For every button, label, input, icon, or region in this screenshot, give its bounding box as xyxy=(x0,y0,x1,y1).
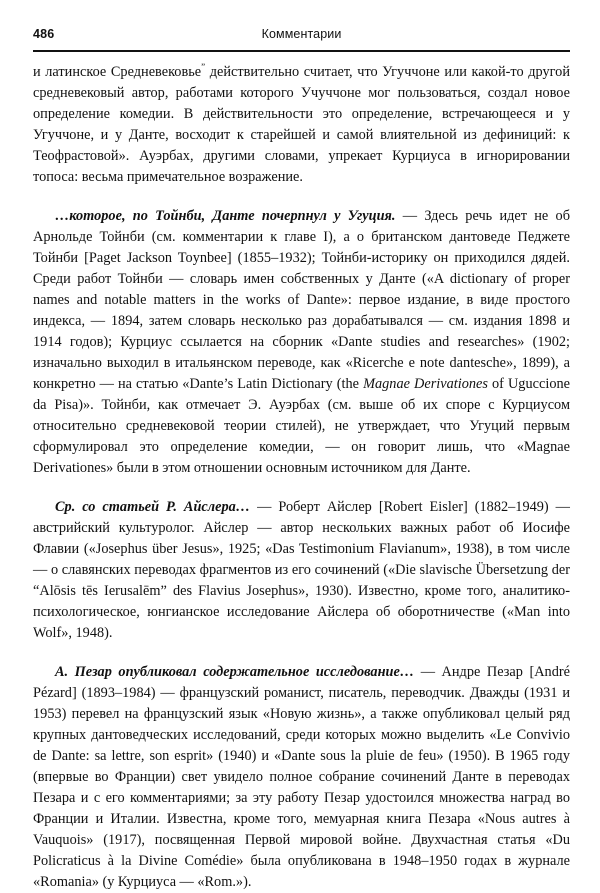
text-column xyxy=(33,62,570,893)
body-text: of Uguccione da Pisa)». Тойнби, как отмечает Э. Ауэрбах (см. выше об их споре с Курциусом относительно средневековой теории стилей), не утверждает, что Угуций первым сформулировал это определение комедии, — он говорит лишь, что «Magnae Derivationes» были в этом отношении основным источником для Данте. xyxy=(33,376,570,476)
note-lemma: А. Пезар опубликовал содержательное исследование… xyxy=(55,664,415,680)
note-lemma: Ср. со статьей Р. Айслера… xyxy=(55,499,251,515)
italic-title: Magnae Derivationes xyxy=(363,376,488,392)
page-number: 486 xyxy=(33,27,55,41)
body-text: и латинское Средневековье xyxy=(33,64,202,80)
body-text: — Андре Пезар [André Pézard] (1893–1984) — французский романист, писатель, переводчик. Дважды (1931 и 1953) перевел на французский язык «Новую жизнь», а также опубликовал целый ряд крупных дантоведческих исследований, среди которых можно выделить «Le Convivio de Dante: sa lettre, son esprit» (1940) и «Dante sous la pluie de feu» (1950). В 1965 году (впервые во Франции) свет увидело полное собрание сочинений Данте в переводах Пезара и с его комментариями; за эту работу Пезар удостоился множества наград во Франции и Италии. Известна, кроме того, мемуарная книга Пезара «Nous autres à Vauquois» (1917), посвященная Первой мировой войне. Двухчастная статья «Du Policraticus à la Divine Comédie» была опубликована в 1948–1950 годах в журнале «Romania» (у Курциуса — «Rom.»). xyxy=(33,664,570,890)
header-rule xyxy=(33,50,570,52)
running-title: Комментарии xyxy=(261,27,342,41)
footnote-marker: ” xyxy=(201,62,206,73)
body-text: действительно считает, что Угуччоне или какой-то другой средневековый автор, работами которого Учуччоне мог пользоваться, создал новое определение комедии. В действительности это определение, встречающееся и у Угуччоне, и у Данте, восходит к старейшей и самой влиятельной из дефиниций: к Теофрастовой». Ауэрбах, другими словами, упрекает Курциуса в игнорировании топоса: весьма примечательное возражение. xyxy=(33,64,570,185)
note-lemma: …которое, по Тойнби, Данте почерпнул у Угуция. xyxy=(55,208,396,224)
body-text: — Здесь речь идет не об Арнольде Тойнби (см. комментарии к главе I), а о британском дантоведе Педжете Тойнби [Paget Jackson Toynbee] (1855–1932); Тойнби-историку он приходился дядей. Среди работ Тойнби — словарь имен собственных у Данте («A dictionary of proper names and notable matters in the works of Dante»: первое издание, в виде простого индекса, — 1894, затем словарь несколько раз дорабатывался — см. издания 1898 и 1914 годов); Курциус ссылается на сборник «Dante studies and researches» (1902; изначально выходил в итальянском переводе, как «Ricerche e note dantesche», 1899), а конкретно — на статью «Dante’s Latin Dictionary (the xyxy=(33,208,570,392)
paragraph-note-toynbee xyxy=(33,206,570,479)
paragraph-note-pezard xyxy=(33,662,570,893)
paragraph-continuation xyxy=(33,62,570,188)
body-text: — Роберт Айслер [Robert Eisler] (1882–1949) — австрийский культуролог. Айслер — автор нескольких важных работ об Иосифе Флавии («Josephus über Jesus», 1925; «Das Testimonium Flavianum», 1938), в том числе — о славянских переводах фрагментов из его сочинений («Die slavische Übersetzung der “Alōsis tēs Ierusalēm” des Flavius Josephus», 1930). Известно, кроме того, аналитико-психологическое, юнгианское исследование Айслера об оборотничестве («Man into Wolf», 1948). xyxy=(33,499,570,641)
paragraph-note-eisler xyxy=(33,497,570,644)
